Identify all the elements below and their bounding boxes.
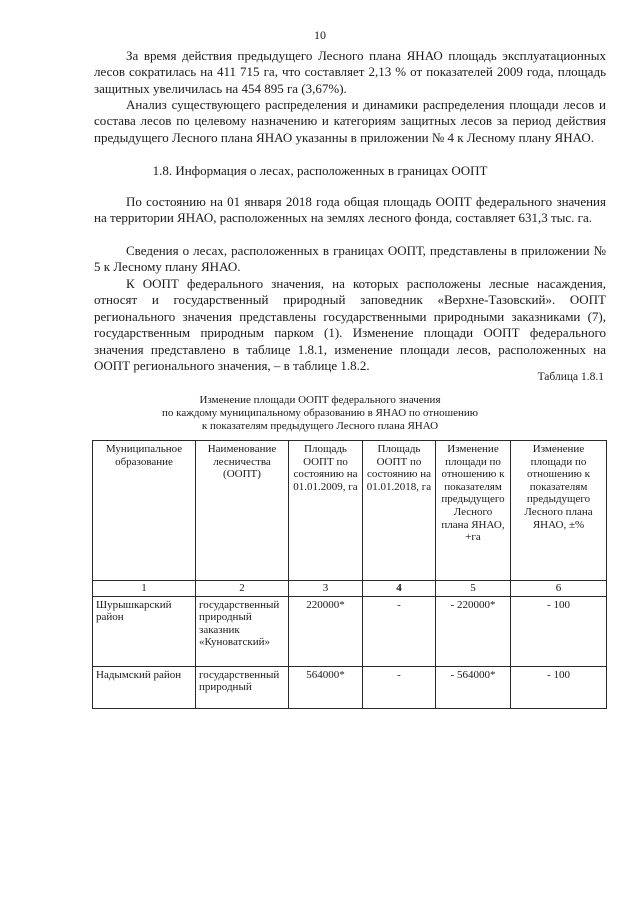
header-cell: Изменение площади по отношению к показателям предыдущего Лесного плана ЯНАО, ±%	[511, 441, 607, 581]
table-header-row	[93, 441, 607, 581]
section-heading: 1.8. Информация о лесах, расположенных в границах ООПТ	[152, 163, 488, 178]
column-number: 4	[363, 581, 436, 597]
column-number-row	[93, 581, 607, 597]
table-cell: государственный природный	[196, 666, 289, 708]
table-caption-line: Изменение площади ООПТ федерального значения	[199, 394, 441, 406]
header-cell: Муниципальное образование	[93, 441, 196, 581]
paragraph-oopt-area: По состоянию на 01 января 2018 года общая площадь ООПТ федерального значения на территории ЯНАО, расположенных на землях лесного фонда, составляет 631,3 тыс. га.	[94, 194, 606, 226]
table-caption-line: по каждому муниципальному образованию в ЯНАО по отношению	[162, 407, 478, 419]
column-number: 3	[289, 581, 363, 597]
column-number: 6	[511, 581, 607, 597]
column-number: 2	[196, 581, 289, 597]
paragraph-analysis: Анализ существующего распределения и динамики распределения площади лесов и состава лесов по целевому назначению и категориям защитных лесов за период действия предыдущего Лесного плана ЯНАО указанны в приложении № 4 к Лесному плану ЯНАО.	[94, 97, 606, 145]
table-cell: -	[363, 596, 436, 666]
table-cell: Надымский район	[93, 666, 196, 708]
table-cell: - 100	[511, 596, 607, 666]
table-cell: - 220000*	[436, 596, 511, 666]
page-number: 10	[314, 28, 326, 42]
paragraph-oopt-federal: К ООПТ федерального значения, на которых расположены лесные насаждения, относят и государственный природный заповедник «Верхне-Тазовский». ООПТ регионального значения представлены государственными природными заказниками (7), государственным природным парком (1). Изменение площади ООПТ федерального значения представлено в таблице 1.8.1, изменение площади лесов, расположенных на ООПТ регионального значения, – в таблице 1.8.2.	[94, 276, 606, 374]
table-cell: - 564000*	[436, 666, 511, 708]
table-cell: Шурышкарский район	[93, 596, 196, 666]
table-cell: - 100	[511, 666, 607, 708]
table-cell: 564000*	[289, 666, 363, 708]
table-label: Таблица 1.8.1	[537, 371, 604, 383]
header-cell: Изменение площади по отношению к показателям предыдущего Лесного плана ЯНАО, +га	[436, 441, 511, 581]
table-row	[93, 666, 607, 708]
table-cell: -	[363, 666, 436, 708]
oopt-table	[92, 440, 607, 709]
table-cell: государственный природный заказник «Куноватский»	[196, 596, 289, 666]
header-cell: Площадь ООПТ по состоянию на 01.01.2009, га	[289, 441, 363, 581]
header-cell: Наименование лесничества (ООПТ)	[196, 441, 289, 581]
column-number: 1	[93, 581, 196, 597]
paragraph-oopt-info: Сведения о лесах, расположенных в границах ООПТ, представлены в приложении № 5 к Лесному плану ЯНАО.	[94, 243, 606, 275]
column-number: 5	[436, 581, 511, 597]
table-row	[93, 596, 607, 666]
table-cell: 220000*	[289, 596, 363, 666]
table-caption-line: к показателям предыдущего Лесного плана ЯНАО	[201, 420, 439, 432]
header-cell: Площадь ООПТ по состоянию на 01.01.2018, га	[363, 441, 436, 581]
paragraph-forest-change: За время действия предыдущего Лесного плана ЯНАО площадь эксплуатационных лесов сократилась на 411 715 га, что составляет 2,13 % от показателей 2009 года, площадь защитных увеличилась на 454 895 га (3,67%).	[94, 48, 606, 96]
